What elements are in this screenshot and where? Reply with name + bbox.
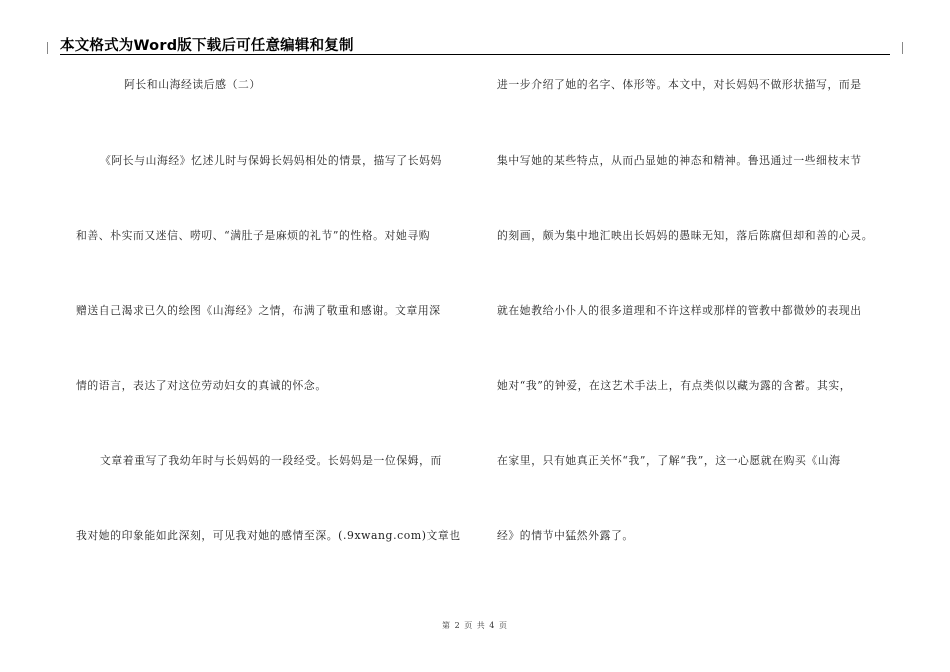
text-line: 赠送自己渴求已久的绘图《山海经》之情，布满了敬重和感谢。文章用深 — [76, 304, 441, 317]
text-line: 集中写她的某些特点，从而凸显她的神态和精神。鲁迅通过一些细枝末节 — [497, 154, 862, 167]
text-line: 和善、朴实而又迷信、唠叨、“满肚子是麻烦的礼节”的性格。对她寻购 — [76, 229, 431, 242]
text-line: 的刻画，颇为集中地汇映出长妈妈的愚昧无知，落后陈腐但却和善的心灵。 — [497, 229, 874, 242]
text-line: 进一步介绍了她的名字、体形等。本文中，对长妈妈不做形状描写，而是 — [497, 78, 862, 91]
header-corner-mark-left — [47, 42, 60, 54]
text-line: 在家里，只有她真正关怀“我”，了解“我”，这一心愿就在购买《山海 — [497, 454, 841, 467]
text-line: 我对她的印象能如此深刻，可见我对她的感情至深。(.9xwang.com)文章也 — [76, 529, 461, 542]
header-divider — [60, 54, 890, 55]
text-line: 文章着重写了我幼年时与长妈妈的一段经受。长妈妈是一位保姆，而 — [100, 454, 442, 467]
section-title: 阿长和山海经读后感（二） — [124, 78, 261, 91]
text-line: 《阿长与山海经》忆述儿时与保姆长妈妈相处的情景，描写了长妈妈 — [100, 154, 442, 167]
text-line: 经》的情节中猛然外露了。 — [497, 529, 634, 542]
page-number-footer: 第 2 页 共 4 页 — [442, 621, 508, 630]
text-line: 她对“我”的钟爱，在这艺术手法上，有点类似以藏为露的含蓄。其实， — [497, 379, 852, 392]
document-header-title: 本文格式为Word版下载后可任意编辑和复制 — [60, 38, 354, 54]
text-line: 就在她教给小仆人的很多道理和不许这样或那样的管教中都微妙的表现出 — [497, 304, 862, 317]
header-corner-mark-right — [890, 42, 903, 54]
text-line: 情的语言，表达了对这位劳动妇女的真诚的怀念。 — [76, 379, 327, 392]
